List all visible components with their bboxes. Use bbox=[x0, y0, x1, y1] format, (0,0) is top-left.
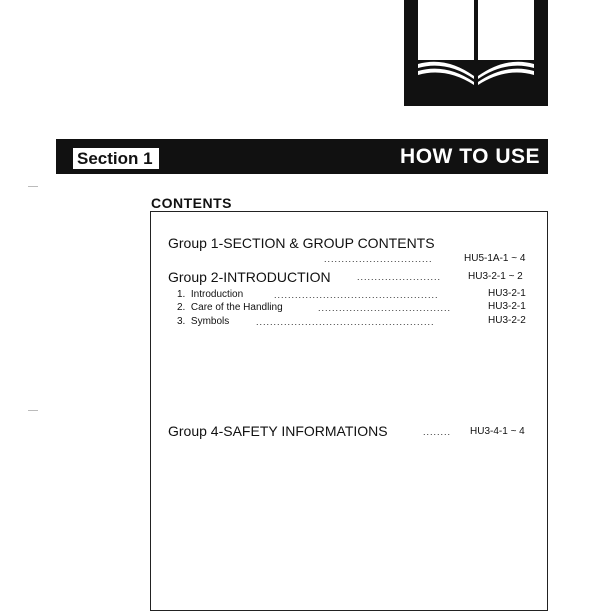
book-logo bbox=[404, 0, 548, 106]
group1-title: Group 1-SECTION & GROUP CONTENTS bbox=[168, 235, 435, 251]
item-leader: ................................................... bbox=[256, 317, 435, 327]
group2-pages: HU3-2-1 ~ 2 bbox=[468, 271, 523, 282]
margin-mark bbox=[28, 410, 38, 411]
contents-heading: CONTENTS bbox=[151, 195, 232, 211]
section-title: HOW TO USE bbox=[400, 145, 540, 168]
item-label: Care of the Handling bbox=[190, 302, 283, 313]
list-item: 2. Care of the Handling bbox=[177, 302, 283, 313]
item-pages: HU3-2-2 bbox=[488, 315, 526, 326]
item-pages: HU3-2-1 bbox=[488, 301, 526, 312]
item-label: Introduction bbox=[190, 289, 244, 300]
group2-leader: ........................ bbox=[357, 272, 442, 282]
open-book-icon bbox=[404, 0, 548, 106]
margin-mark bbox=[28, 186, 38, 187]
list-item: 1. Introduction bbox=[177, 289, 244, 300]
group4-title: Group 4-SAFETY INFORMATIONS bbox=[168, 423, 388, 439]
group4-leader: ........ bbox=[423, 427, 452, 437]
group2-title: Group 2-INTRODUCTION bbox=[168, 269, 331, 285]
list-item: 3. Symbols bbox=[177, 316, 230, 327]
group4-pages: HU3-4-1 ~ 4 bbox=[470, 426, 525, 437]
group1-leader: ............................... bbox=[324, 254, 433, 264]
item-leader: ...................................... bbox=[318, 303, 452, 313]
section-label: Section 1 bbox=[72, 147, 160, 170]
item-leader: ............................................... bbox=[274, 290, 439, 300]
group1-pages: HU5-1A-1 ~ 4 bbox=[464, 253, 526, 264]
item-pages: HU3-2-1 bbox=[488, 288, 526, 299]
section-banner bbox=[56, 139, 548, 174]
item-label: Symbols bbox=[190, 316, 230, 327]
